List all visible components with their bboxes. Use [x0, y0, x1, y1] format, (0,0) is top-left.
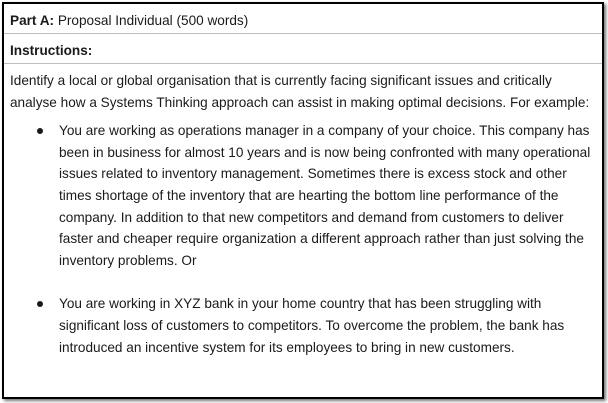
bullet-text: You are working in XYZ bank in your home country that has been struggling with significant loss of customers to competitors. To overcome the problem, the bank has introduced an incentive system for its employees to bring in new customers. — [59, 296, 565, 355]
part-header — [10, 10, 596, 32]
bullet-item-operations — [10, 120, 596, 271]
document-frame — [2, 2, 604, 399]
document-content — [10, 10, 596, 358]
instructions-heading: Instructions: — [10, 43, 93, 59]
bullet-icon — [37, 128, 43, 134]
bullet-text: You are working as operations manager in a company of your choice. This company has been in business for almost 10 years and is now being confronted with many operational issues related to inventory management. Sometimes there is excess stock and other times shortage of the inventory that are hearting the bottom line performance of the company. In addition to that new competitors and demand from customers to deliver faster and cheaper require organization a different approach rather than just solving the inventory problems. Or — [59, 123, 591, 268]
part-title: Proposal Individual (500 words) — [54, 13, 249, 29]
bullet-list — [10, 120, 596, 358]
bullet-icon — [37, 301, 43, 307]
bullet-item-bank — [10, 293, 596, 358]
part-label: Part A: — [10, 13, 55, 29]
instructions-intro: Identify a local or global organisation that is currently facing significant issues and critically analyse how a Systems Thinking approach can assist in making optimal decisions. For example: — [10, 73, 590, 110]
